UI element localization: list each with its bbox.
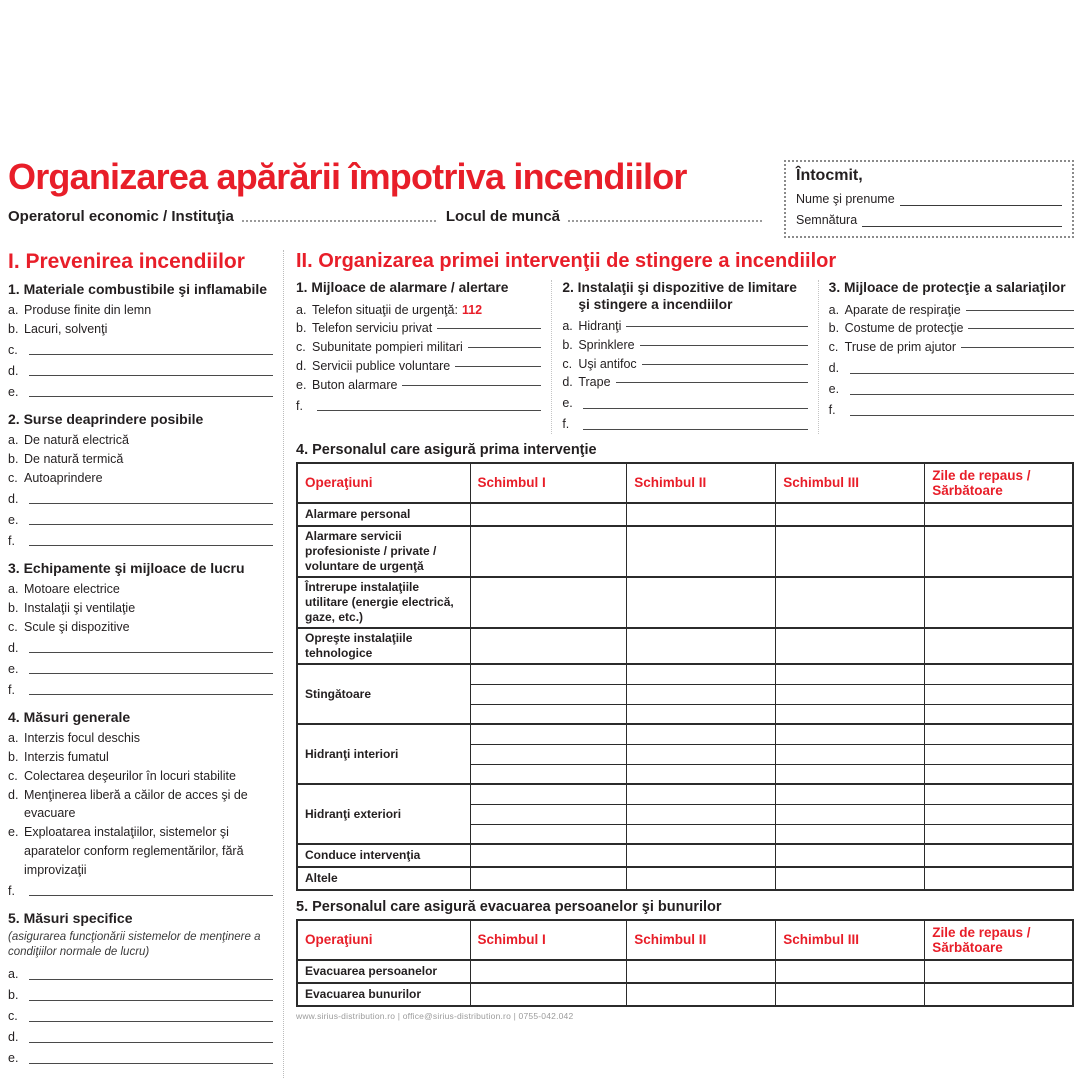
column-title: 3. Mijloace de protecţie a salariaţilor xyxy=(828,280,1066,295)
write-in-line xyxy=(640,345,808,346)
table-cell xyxy=(776,724,925,744)
item-letter: b. xyxy=(8,988,19,1003)
table-cell xyxy=(470,684,627,704)
document-page xyxy=(8,158,1074,1078)
table-cell xyxy=(627,804,776,824)
column-header: Schimbul III xyxy=(776,463,925,503)
table-row xyxy=(297,784,1073,804)
intervention-column xyxy=(296,280,541,434)
table-cell xyxy=(776,704,925,724)
item-letter: c. xyxy=(8,470,18,485)
item-text: Interzis fumatul xyxy=(24,750,109,765)
form-item xyxy=(8,599,273,618)
table-row xyxy=(297,628,1073,664)
form-item xyxy=(8,657,273,678)
item-text: Colectarea deşeurilor în locuri stabilite xyxy=(24,768,236,783)
item-letter: e. xyxy=(828,382,840,397)
table-cell xyxy=(925,824,1073,844)
form-item xyxy=(296,338,541,357)
form-item xyxy=(296,357,541,376)
table-cell xyxy=(627,764,776,784)
subsection-title: 1. Materiale combustibile şi inflamabile xyxy=(8,281,268,298)
name-fill-line xyxy=(900,193,1062,206)
table4-title: 4. Personalul care asigură prima intervenţie xyxy=(296,442,597,459)
prevention-subsection xyxy=(8,281,273,401)
item-text: Servicii publice voluntare xyxy=(312,358,451,373)
write-in-line xyxy=(29,1021,273,1022)
form-item xyxy=(8,678,273,699)
item-letter: b. xyxy=(8,451,19,466)
table-row xyxy=(297,844,1073,867)
main-content xyxy=(8,250,1074,1078)
table-cell xyxy=(627,704,776,724)
write-in-line xyxy=(29,1063,273,1064)
item-text: Buton alarmare xyxy=(312,377,398,392)
table-cell xyxy=(776,503,925,526)
form-item xyxy=(562,355,807,374)
column-header: Schimbul III xyxy=(776,920,925,960)
item-letter: d. xyxy=(828,361,840,376)
table-cell xyxy=(925,744,1073,764)
column-header: Zile de repaus / Sărbătoare xyxy=(925,920,1073,960)
table-cell xyxy=(627,744,776,764)
form-item xyxy=(829,399,1074,420)
item-letter: d. xyxy=(562,375,573,390)
item-text: Motoare electrice xyxy=(24,582,120,597)
table-cell xyxy=(925,784,1073,804)
item-letter: a. xyxy=(828,302,840,317)
item-letter: c. xyxy=(828,340,839,355)
operation-label: Hidranţi interiori xyxy=(297,724,470,784)
item-letter: d. xyxy=(8,491,19,506)
item-letter: a. xyxy=(562,319,573,334)
table-cell xyxy=(776,844,925,867)
item-letter: e. xyxy=(8,384,19,399)
operation-label: Opreşte instalaţiile tehnologice xyxy=(297,628,470,664)
form-item xyxy=(8,469,273,488)
item-text: Hidranţi xyxy=(578,319,622,334)
form-item xyxy=(8,338,273,359)
table-cell xyxy=(470,764,627,784)
write-in-line xyxy=(437,328,541,329)
write-in-line xyxy=(626,326,807,327)
subsection-note: (asigurarea funcţionării sistemelor de menţinere a condiţiilor normale de lucru) xyxy=(8,931,261,959)
prevention-subsection xyxy=(8,560,273,699)
item-text: Produse finite din lemn xyxy=(24,302,152,317)
table-cell xyxy=(470,577,627,628)
item-letter: a. xyxy=(8,582,19,597)
table-cell xyxy=(776,804,925,824)
item-text: Subunitate pompieri militari xyxy=(312,340,463,355)
page-title: Organizarea apărării împotriva incendiilor xyxy=(8,156,687,197)
column-header: Operaţiuni xyxy=(297,463,470,503)
item-letter: c. xyxy=(8,1009,18,1024)
table-cell xyxy=(627,867,776,890)
form-item xyxy=(296,376,541,395)
write-in-line xyxy=(29,652,273,653)
table-cell xyxy=(470,983,627,1006)
subsection-title: 3. Echipamente şi mijloace de lucru xyxy=(8,560,245,577)
item-text: Autoaprindere xyxy=(24,470,103,485)
table-row xyxy=(297,960,1073,983)
operation-label: Altele xyxy=(297,867,470,890)
item-letter: e. xyxy=(8,661,19,676)
write-in-line xyxy=(29,545,273,546)
item-letter: b. xyxy=(296,321,307,336)
subsection-title: 4. Măsuri generale xyxy=(8,709,131,726)
operation-label: Hidranţi exteriori xyxy=(297,784,470,844)
operation-label: Stingătoare xyxy=(297,664,470,724)
table-cell xyxy=(925,684,1073,704)
form-item xyxy=(562,413,807,434)
table-cell xyxy=(925,664,1073,684)
section-prevention xyxy=(8,250,284,1078)
item-text: Uşi antifoc xyxy=(578,356,637,371)
form-item xyxy=(829,357,1074,378)
item-letter: b. xyxy=(562,337,573,352)
item-letter: a. xyxy=(296,302,307,317)
table-header-row xyxy=(297,463,1073,503)
table-cell xyxy=(627,577,776,628)
item-letter: c. xyxy=(8,342,18,357)
table-cell xyxy=(776,983,925,1006)
item-letter: a. xyxy=(8,302,19,317)
header xyxy=(8,158,1074,238)
write-in-line xyxy=(616,382,808,383)
column-header: Schimbul II xyxy=(627,920,776,960)
table-cell xyxy=(470,804,627,824)
item-letter: f. xyxy=(8,533,15,548)
write-in-line xyxy=(29,524,273,525)
table-cell xyxy=(925,577,1073,628)
subheader xyxy=(8,208,770,225)
column-header: Zile de repaus / Sărbătoare xyxy=(925,463,1073,503)
item-text: Costume de protecţie xyxy=(844,321,964,336)
item-text: Aparate de respiraţie xyxy=(844,302,961,317)
item-letter: e. xyxy=(8,512,19,527)
table-cell xyxy=(776,960,925,983)
form-item xyxy=(8,359,273,380)
table-cell xyxy=(627,526,776,577)
item-letter: e. xyxy=(296,377,307,392)
item-text: Exploatarea instalaţiilor, sistemelor şi aparatelor conform reglementărilor, fără improvizaţii xyxy=(24,825,244,877)
signature-label: Semnătura xyxy=(796,213,858,227)
form-item xyxy=(8,1047,273,1068)
item-text: Instalaţii şi ventilaţie xyxy=(24,600,136,615)
write-in-line xyxy=(317,410,541,411)
item-letter: e. xyxy=(562,396,573,411)
operator-fill-line xyxy=(242,210,436,222)
workplace-label: Locul de muncă xyxy=(445,207,561,225)
item-letter: d. xyxy=(8,787,19,802)
write-in-line xyxy=(583,429,807,430)
column-header: Schimbul I xyxy=(470,920,627,960)
section1-title: I. Prevenirea incendiilor xyxy=(8,250,245,273)
form-item xyxy=(829,319,1074,338)
form-item xyxy=(562,336,807,355)
prepared-by-box xyxy=(784,160,1074,238)
form-item xyxy=(8,380,273,401)
write-in-line xyxy=(29,673,273,674)
form-item xyxy=(562,317,807,336)
item-letter: b. xyxy=(828,321,840,336)
item-letter: b. xyxy=(8,750,19,765)
subsection-title: 2. Surse deaprindere posibile xyxy=(8,411,204,428)
item-letter: d. xyxy=(8,363,19,378)
item-letter: f. xyxy=(828,403,836,418)
table-cell xyxy=(470,526,627,577)
item-text: Menţinerea liberă a căilor de acces şi de evacuare xyxy=(24,787,248,821)
column-title: 1. Mijloace de alarmare / alertare xyxy=(296,280,509,295)
table-cell xyxy=(627,824,776,844)
item-letter: e. xyxy=(8,825,19,840)
item-text: Scule şi dispozitive xyxy=(24,619,130,634)
table-row xyxy=(297,724,1073,744)
table-cell xyxy=(470,960,627,983)
item-letter: f. xyxy=(8,682,15,697)
table-cell xyxy=(925,867,1073,890)
operation-label: Alarmare servicii profesioniste / private / voluntare de urgenţă xyxy=(297,526,470,577)
write-in-line xyxy=(29,694,273,695)
table-cell xyxy=(627,983,776,1006)
table-cell xyxy=(627,664,776,684)
name-label: Nume şi prenume xyxy=(796,192,895,206)
form-item xyxy=(8,1005,273,1026)
table-cell xyxy=(627,844,776,867)
emergency-number: 112 xyxy=(461,302,483,317)
form-item xyxy=(829,378,1074,399)
write-in-line xyxy=(455,366,541,367)
signature-fill-line xyxy=(862,214,1062,227)
item-text: Lacuri, solvenţi xyxy=(24,321,108,336)
item-letter: d. xyxy=(8,1030,19,1045)
write-in-line xyxy=(961,347,1074,348)
form-item xyxy=(296,319,541,338)
table-cell xyxy=(627,724,776,744)
form-item xyxy=(8,823,273,879)
operation-label: Întrerupe instalaţiile utilitare (energie electrică, gaze, etc.) xyxy=(297,577,470,628)
write-in-line xyxy=(29,375,273,376)
section-intervention xyxy=(284,250,1074,1078)
item-letter: b. xyxy=(8,321,19,336)
write-in-line xyxy=(29,396,273,397)
table-row xyxy=(297,983,1073,1006)
item-letter: d. xyxy=(296,358,307,373)
form-item xyxy=(562,373,807,392)
write-in-line xyxy=(402,385,541,386)
table-cell xyxy=(925,983,1073,1006)
table-cell xyxy=(925,724,1073,744)
table-cell xyxy=(776,867,925,890)
item-letter: c. xyxy=(8,619,18,634)
write-in-line xyxy=(468,347,542,348)
table-cell xyxy=(925,628,1073,664)
operation-label: Alarmare personal xyxy=(297,503,470,526)
item-letter: f. xyxy=(296,398,303,413)
table-cell xyxy=(776,824,925,844)
item-letter: a. xyxy=(8,433,19,448)
table-cell xyxy=(470,824,627,844)
workplace-fill-line xyxy=(568,210,762,222)
write-in-line xyxy=(850,373,1074,374)
form-item xyxy=(8,984,273,1005)
item-text: Interzis focul deschis xyxy=(24,731,141,746)
table-cell xyxy=(776,684,925,704)
table-cell xyxy=(470,744,627,764)
intervention-columns xyxy=(296,280,1074,434)
item-letter: c. xyxy=(562,356,573,371)
table-cell xyxy=(470,844,627,867)
subsection-title: 5. Măsuri specifice xyxy=(8,910,133,927)
form-item xyxy=(8,431,273,450)
table-row xyxy=(297,526,1073,577)
table-cell xyxy=(627,684,776,704)
table-cell xyxy=(776,744,925,764)
item-letter: f. xyxy=(8,883,15,898)
table-cell xyxy=(925,804,1073,824)
form-item xyxy=(8,748,273,767)
table-cell xyxy=(627,960,776,983)
form-item xyxy=(8,450,273,469)
write-in-line xyxy=(29,895,273,896)
table-row xyxy=(297,577,1073,628)
table-cell xyxy=(925,704,1073,724)
item-letter: b. xyxy=(8,600,19,615)
form-item xyxy=(8,508,273,529)
form-item xyxy=(8,320,273,339)
operation-label: Evacuarea bunurilor xyxy=(297,983,470,1006)
column-header: Schimbul I xyxy=(470,463,627,503)
item-text: De natură termică xyxy=(24,451,124,466)
item-text: Telefon serviciu privat xyxy=(312,321,433,336)
table-row xyxy=(297,867,1073,890)
intervention-column xyxy=(818,280,1074,434)
write-in-line xyxy=(29,979,273,980)
column-header: Operaţiuni xyxy=(297,920,470,960)
write-in-line xyxy=(29,503,273,504)
prepared-by-title: Întocmit, xyxy=(796,167,863,184)
item-text: Truse de prim ajutor xyxy=(844,340,957,355)
table-cell xyxy=(776,664,925,684)
operator-label: Operatorul economic / Instituţia xyxy=(8,207,234,225)
table-cell xyxy=(627,628,776,664)
form-item xyxy=(8,301,273,320)
item-letter: f. xyxy=(562,417,570,432)
item-letter: a. xyxy=(8,967,19,982)
table-cell xyxy=(925,764,1073,784)
item-letter: d. xyxy=(8,640,19,655)
form-item xyxy=(8,767,273,786)
table-row xyxy=(297,664,1073,684)
section2-title: II. Organizarea primei intervenţii de stingere a incendiilor xyxy=(296,250,837,272)
table-cell xyxy=(470,724,627,744)
item-letter: e. xyxy=(8,1051,19,1066)
table-cell xyxy=(470,664,627,684)
write-in-line xyxy=(29,1000,273,1001)
table-cell xyxy=(470,867,627,890)
item-letter: c. xyxy=(296,340,306,355)
table-cell xyxy=(925,844,1073,867)
table-cell xyxy=(776,764,925,784)
form-item xyxy=(8,729,273,748)
write-in-line xyxy=(642,364,808,365)
write-in-line xyxy=(29,1042,273,1043)
prevention-subsection xyxy=(8,411,273,550)
form-item xyxy=(8,786,273,824)
write-in-line xyxy=(583,408,807,409)
form-item xyxy=(8,487,273,508)
table-row xyxy=(297,503,1073,526)
form-item xyxy=(8,963,273,984)
item-letter: a. xyxy=(8,731,19,746)
form-item xyxy=(296,301,541,320)
table-cell xyxy=(470,628,627,664)
column-header: Schimbul II xyxy=(627,463,776,503)
table-cell xyxy=(470,784,627,804)
table-cell xyxy=(925,503,1073,526)
table-cell xyxy=(470,704,627,724)
column-title: 2. Instalaţii şi dispozitive de limitare şi stingere a incendiilor xyxy=(562,280,797,312)
form-item xyxy=(8,636,273,657)
write-in-line xyxy=(850,394,1074,395)
form-item xyxy=(8,879,273,900)
table-header-row xyxy=(297,920,1073,960)
item-text: De natură electrică xyxy=(24,433,129,448)
prevention-subsection xyxy=(8,910,273,1068)
write-in-line xyxy=(850,415,1074,416)
table-cell xyxy=(776,526,925,577)
table-cell xyxy=(776,784,925,804)
form-item xyxy=(829,338,1074,357)
table-cell xyxy=(470,503,627,526)
form-item xyxy=(8,618,273,637)
write-in-line xyxy=(968,328,1074,329)
signature-field xyxy=(796,213,1062,227)
write-in-line xyxy=(29,354,273,355)
item-text: Trape xyxy=(578,375,611,390)
operation-label: Conduce intervenţia xyxy=(297,844,470,867)
header-left xyxy=(8,158,784,225)
form-item xyxy=(8,529,273,550)
item-text: Telefon situaţii de urgenţă: xyxy=(312,302,458,317)
item-text: Sprinklere xyxy=(578,337,635,352)
table-cell xyxy=(776,577,925,628)
form-item xyxy=(829,301,1074,320)
table-cell xyxy=(925,526,1073,577)
write-in-line xyxy=(966,310,1074,311)
form-item xyxy=(8,580,273,599)
table5-title: 5. Personalul care asigură evacuarea persoanelor şi bunurilor xyxy=(296,899,722,916)
form-item xyxy=(562,392,807,413)
table-cell xyxy=(627,784,776,804)
form-item xyxy=(8,1026,273,1047)
name-field xyxy=(796,192,1062,206)
footer-contact: www.sirius-distribution.ro | office@sirius-distribution.ro | 0755-042.042 xyxy=(296,1011,574,1022)
table-cell xyxy=(776,628,925,664)
table-cell xyxy=(925,960,1073,983)
prevention-subsection xyxy=(8,709,273,900)
operation-label: Evacuarea persoanelor xyxy=(297,960,470,983)
item-letter: c. xyxy=(8,768,18,783)
first-intervention-table xyxy=(296,462,1074,891)
table-cell xyxy=(627,503,776,526)
evacuation-table xyxy=(296,919,1074,1007)
intervention-column xyxy=(551,280,807,434)
form-item xyxy=(296,394,541,415)
